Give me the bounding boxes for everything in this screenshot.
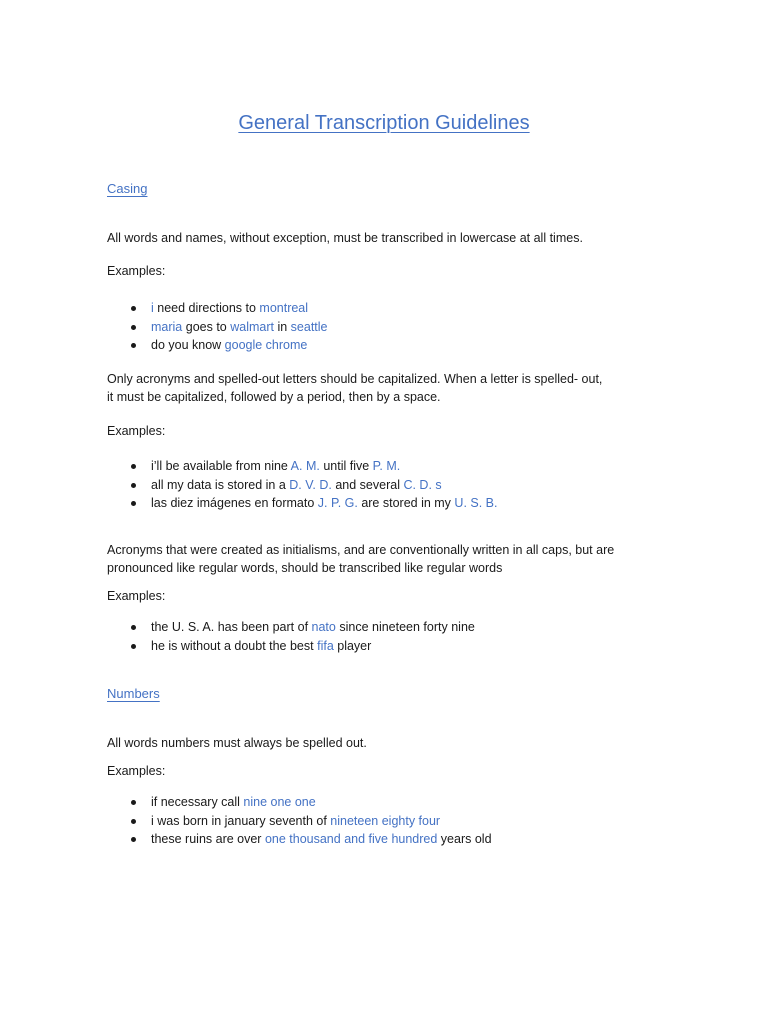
example-list-item [107, 476, 498, 495]
initialisms-examples-list [107, 618, 475, 655]
highlighted-term: maria [151, 319, 183, 334]
example-list-item [107, 830, 492, 849]
example-text: player [333, 638, 372, 653]
highlighted-term: i [151, 301, 154, 315]
initialisms-paragraph-line: Acronyms that were created as initialisms, and are conventionally written in all caps, but are [107, 543, 615, 557]
bullet-icon [131, 837, 136, 842]
example-text: he is without a doubt the best [151, 638, 318, 653]
highlighted-term: google chrome [224, 338, 308, 352]
example-text: since nineteen forty nine [335, 620, 475, 634]
example-list-item [107, 457, 498, 476]
example-text: i’ll be available from nine [151, 459, 291, 473]
example-text: do you know [151, 338, 225, 352]
acronyms-paragraph-line: it must be capitalized, followed by a period, then by a space. [107, 390, 441, 404]
bullet-icon [131, 644, 136, 649]
casing-examples-label: Examples: [107, 264, 166, 278]
numbers-examples-list [107, 793, 492, 849]
example-list-item [107, 812, 492, 831]
highlighted-term: fifa [317, 638, 334, 653]
example-text: need directions to [153, 301, 260, 315]
acronyms-paragraph-line: Only acronyms and spelled-out letters should be capitalized. When a letter is spelled- out, [107, 372, 603, 386]
example-text: the U. S. A. has been part of [151, 620, 312, 634]
example-text: in [273, 319, 291, 334]
example-text: goes to [182, 319, 231, 334]
example-list-item [107, 336, 328, 355]
casing-intro-paragraph: All words and names, without exception, must be transcribed in lowercase at all times. [107, 231, 583, 245]
bullet-icon [131, 325, 136, 330]
example-list-item [107, 299, 328, 318]
example-text: las diez imágenes en formato [151, 496, 318, 510]
bullet-icon [131, 819, 136, 824]
example-list-item [107, 637, 475, 656]
acronyms-paragraph [107, 370, 647, 406]
example-text: until five [319, 459, 373, 473]
initialisms-examples-label: Examples: [107, 589, 166, 603]
highlighted-term: J. P. G. [317, 496, 358, 510]
section-heading-casing: Casing [107, 181, 148, 196]
highlighted-term: A. M. [290, 459, 320, 473]
highlighted-term: one thousand and five hundred [264, 832, 438, 846]
bullet-icon [131, 483, 136, 488]
bullet-icon [131, 625, 136, 630]
example-text: all my data is stored in a [151, 477, 290, 492]
numbers-intro-paragraph: All words numbers must always be spelled out. [107, 736, 367, 750]
example-list-item [107, 793, 492, 812]
casing-examples-list [107, 299, 328, 355]
example-list-item [107, 618, 475, 637]
highlighted-term: C. D. s [403, 477, 442, 492]
bullet-icon [131, 464, 136, 469]
numbers-examples-label: Examples: [107, 764, 166, 778]
example-text: and several [331, 477, 404, 492]
highlighted-term: nineteen eighty four [330, 813, 441, 828]
highlighted-term: nato [311, 620, 336, 634]
example-list-item [107, 318, 328, 337]
bullet-icon [131, 343, 136, 348]
acronyms-examples-list [107, 457, 498, 513]
example-text: years old [437, 832, 492, 846]
bullet-icon [131, 800, 136, 805]
initialisms-paragraph [107, 541, 647, 577]
document-title-text: General Transcription Guidelines [238, 112, 530, 134]
bullet-icon [131, 306, 136, 311]
example-text: these ruins are over [151, 832, 265, 846]
section-heading-numbers: Numbers [107, 686, 160, 701]
highlighted-term: montreal [259, 301, 309, 315]
acronyms-examples-label: Examples: [107, 424, 166, 438]
highlighted-term: P. M. [372, 459, 401, 473]
document-title [0, 112, 768, 135]
highlighted-term: nine one one [243, 795, 316, 809]
initialisms-paragraph-line: pronounced like regular words, should be transcribed like regular words [107, 561, 503, 575]
example-text: i was born in january seventh of [151, 813, 331, 828]
bullet-icon [131, 501, 136, 506]
highlighted-term: D. V. D. [289, 477, 332, 492]
example-text: are stored in my [357, 496, 455, 510]
example-list-item [107, 494, 498, 513]
example-text: if necessary call [151, 795, 244, 809]
highlighted-term: walmart [230, 319, 274, 334]
highlighted-term: seattle [290, 319, 328, 334]
highlighted-term: U. S. B. [454, 496, 498, 510]
